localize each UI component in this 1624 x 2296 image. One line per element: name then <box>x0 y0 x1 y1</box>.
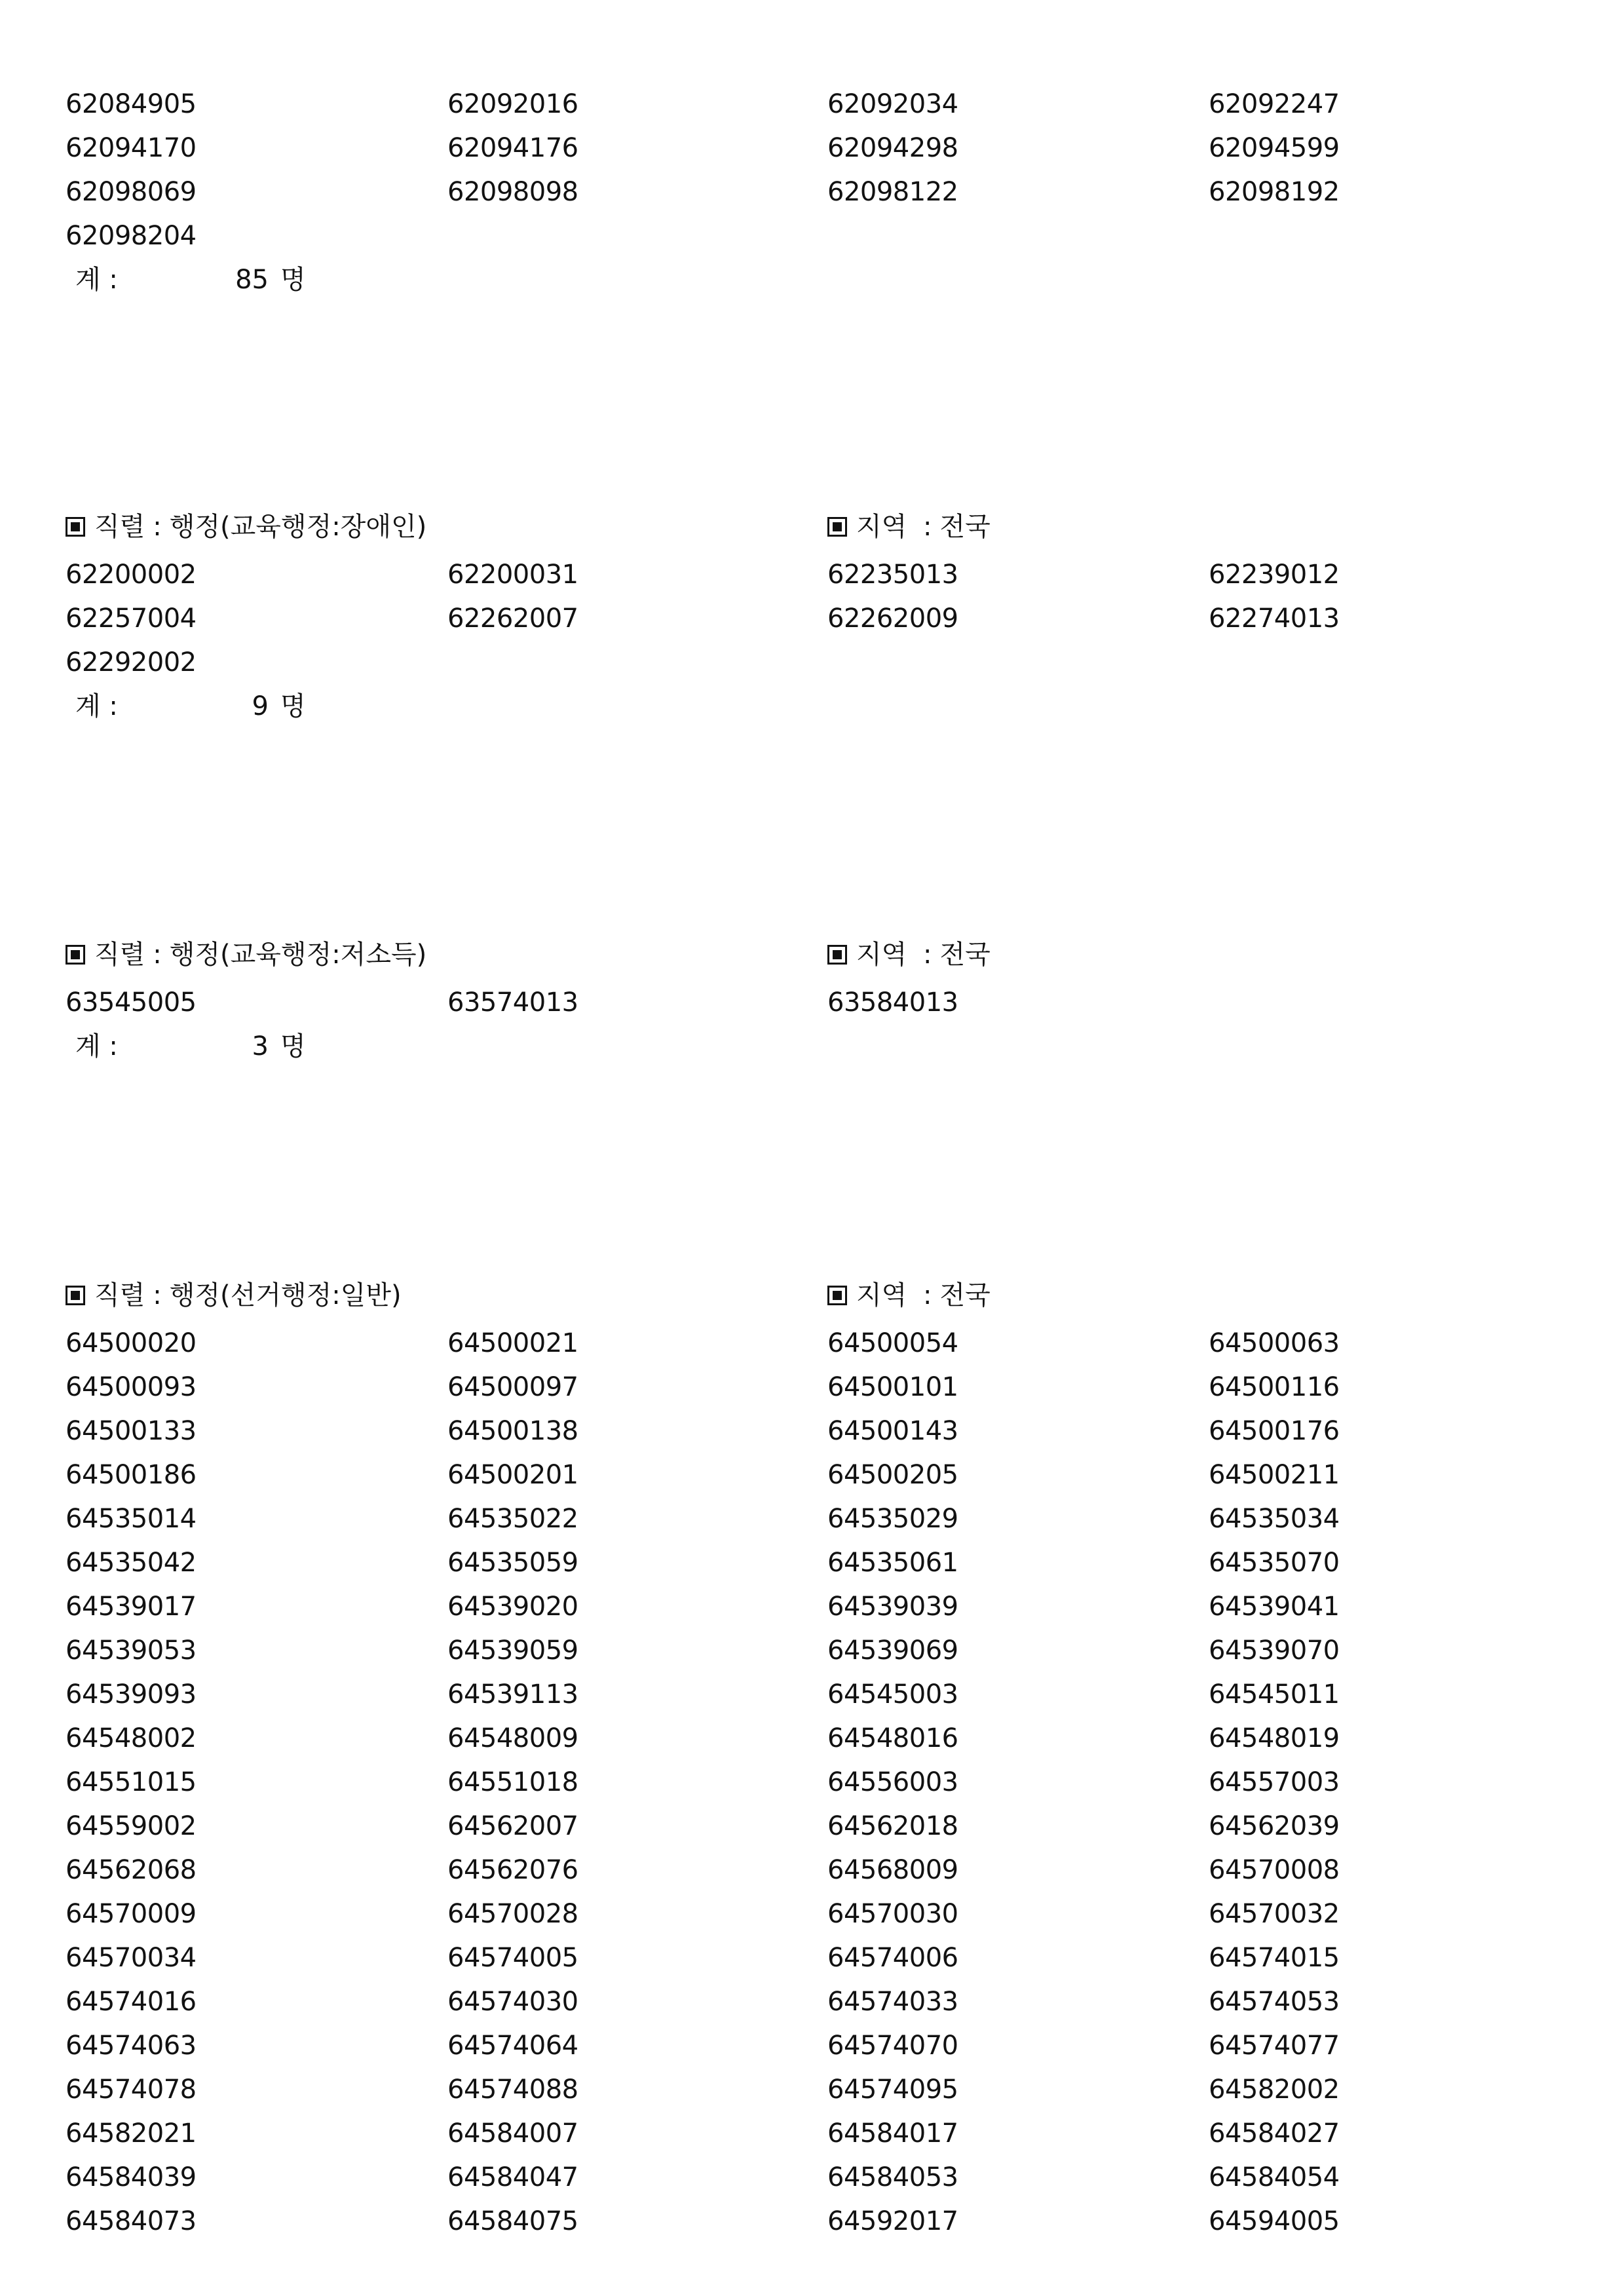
square-bullet-icon <box>827 517 847 537</box>
exam-number: 64574088 <box>447 2075 578 2105</box>
table-row <box>0 2068 1624 2112</box>
exam-number: 64500101 <box>827 1372 958 1402</box>
exam-number: 62094170 <box>66 133 197 163</box>
exam-number: 64574033 <box>827 1987 958 2017</box>
table-row <box>0 1805 1624 1848</box>
section-header <box>0 504 1624 550</box>
table-row <box>0 1322 1624 1366</box>
exam-number: 64545003 <box>827 1679 958 1710</box>
exam-number: 64500116 <box>1209 1372 1340 1402</box>
exam-number: 64582021 <box>66 2118 197 2149</box>
exam-number: 62235013 <box>827 560 958 590</box>
square-bullet-icon <box>66 945 85 965</box>
exam-number: 64551018 <box>447 1767 578 1797</box>
exam-number: 64500201 <box>447 1460 578 1490</box>
table-row <box>0 83 1624 126</box>
exam-number: 64500205 <box>827 1460 958 1490</box>
table-row <box>0 1848 1624 1892</box>
exam-number: 62257004 <box>66 603 197 634</box>
exam-number: 64539069 <box>827 1636 958 1666</box>
total-count: 9 <box>252 691 269 721</box>
category-value: 행정(교육행정:저소득) <box>169 940 427 970</box>
exam-number: 62239012 <box>1209 560 1340 590</box>
region-label: 지역 <box>856 940 907 970</box>
exam-number: 62098122 <box>827 177 958 207</box>
total-count: 85 <box>235 265 269 295</box>
total-label: 계 : <box>75 691 118 721</box>
exam-number: 64539041 <box>1209 1592 1340 1622</box>
exam-number: 64557003 <box>1209 1767 1340 1797</box>
exam-number: 64535022 <box>447 1504 578 1534</box>
category-label: 직렬 <box>94 1280 145 1311</box>
exam-number: 63545005 <box>66 987 197 1018</box>
exam-number: 64562018 <box>827 1811 958 1841</box>
exam-number: 64535070 <box>1209 1548 1340 1578</box>
exam-number: 64500176 <box>1209 1416 1340 1446</box>
square-bullet-icon <box>827 945 847 965</box>
exam-number: 64582002 <box>1209 2075 1340 2105</box>
exam-number: 64548002 <box>66 1723 197 1753</box>
category-label: 직렬 <box>94 512 145 542</box>
exam-number: 64574015 <box>1209 1943 1340 1973</box>
exam-number: 64592017 <box>827 2206 958 2236</box>
table-row <box>0 2024 1624 2068</box>
exam-number: 64500021 <box>447 1328 578 1358</box>
exam-number: 64539053 <box>66 1636 197 1666</box>
exam-number: 64574077 <box>1209 2031 1340 2061</box>
exam-number: 64539020 <box>447 1592 578 1622</box>
exam-number: 62200002 <box>66 560 197 590</box>
exam-number: 64500138 <box>447 1416 578 1446</box>
table-row <box>0 1366 1624 1409</box>
table-row <box>0 2156 1624 2200</box>
total-row <box>0 258 1624 302</box>
exam-number: 64548019 <box>1209 1723 1340 1753</box>
exam-number: 64562007 <box>447 1811 578 1841</box>
exam-number: 64500093 <box>66 1372 197 1402</box>
exam-number: 64535061 <box>827 1548 958 1578</box>
square-bullet-icon <box>827 1286 847 1305</box>
exam-number: 62098069 <box>66 177 197 207</box>
exam-number: 64568009 <box>827 1855 958 1885</box>
region-heading: 지역 : 전국 <box>827 504 991 550</box>
exam-number: 64500020 <box>66 1328 197 1358</box>
exam-number: 64584039 <box>66 2162 197 2192</box>
exam-number: 64500211 <box>1209 1460 1340 1490</box>
exam-number: 64562068 <box>66 1855 197 1885</box>
exam-number: 64584027 <box>1209 2118 1340 2149</box>
exam-number: 64539017 <box>66 1592 197 1622</box>
table-row <box>0 170 1624 214</box>
exam-number: 64574078 <box>66 2075 197 2105</box>
exam-number: 64584007 <box>447 2118 578 2149</box>
exam-number: 63584013 <box>827 987 958 1018</box>
total-label: 계 : <box>75 265 118 295</box>
exam-number: 64551015 <box>66 1767 197 1797</box>
table-row <box>0 1673 1624 1717</box>
region-heading: 지역 : 전국 <box>827 932 991 978</box>
exam-number: 64574053 <box>1209 1987 1340 2017</box>
exam-number: 64535059 <box>447 1548 578 1578</box>
square-bullet-icon <box>66 1286 85 1305</box>
exam-number: 62092034 <box>827 89 958 119</box>
exam-number: 64584053 <box>827 2162 958 2192</box>
table-row <box>0 1497 1624 1541</box>
table-row <box>0 553 1624 597</box>
exam-number: 64539070 <box>1209 1636 1340 1666</box>
exam-number: 64562076 <box>447 1855 578 1885</box>
total-row <box>0 1025 1624 1069</box>
exam-number: 64584054 <box>1209 2162 1340 2192</box>
table-row <box>0 1453 1624 1497</box>
exam-number: 64539113 <box>447 1679 578 1710</box>
total-unit: 명 <box>280 265 306 295</box>
exam-number: 62092247 <box>1209 89 1340 119</box>
total-unit: 명 <box>280 1031 306 1062</box>
exam-number: 62094599 <box>1209 133 1340 163</box>
exam-number: 64574063 <box>66 2031 197 2061</box>
category-heading: 직렬 : 행정(교육행정:저소득) <box>66 932 426 978</box>
table-row <box>0 1409 1624 1453</box>
total-label: 계 : <box>75 1031 118 1062</box>
exam-number: 62262009 <box>827 603 958 634</box>
category-value: 행정(선거행정:일반) <box>169 1280 402 1311</box>
table-row <box>0 1585 1624 1629</box>
exam-number: 64500054 <box>827 1328 958 1358</box>
exam-number: 64500133 <box>66 1416 197 1446</box>
exam-number: 62292002 <box>66 647 197 678</box>
exam-number: 64545011 <box>1209 1679 1340 1710</box>
exam-number: 64535034 <box>1209 1504 1340 1534</box>
table-row <box>0 1629 1624 1673</box>
exam-number: 64570030 <box>827 1899 958 1929</box>
exam-number: 64584073 <box>66 2206 197 2236</box>
exam-number: 64574005 <box>447 1943 578 1973</box>
exam-number: 64539059 <box>447 1636 578 1666</box>
exam-number: 64574030 <box>447 1987 578 2017</box>
exam-number: 64574070 <box>827 2031 958 2061</box>
exam-number: 64570028 <box>447 1899 578 1929</box>
table-row <box>0 1717 1624 1761</box>
exam-number: 64570009 <box>66 1899 197 1929</box>
exam-number: 62098192 <box>1209 177 1340 207</box>
region-heading: 지역 : 전국 <box>827 1272 991 1318</box>
table-row <box>0 1936 1624 1980</box>
table-row <box>0 597 1624 641</box>
exam-number: 64570008 <box>1209 1855 1340 1885</box>
square-bullet-icon <box>66 517 85 537</box>
exam-number: 62094176 <box>447 133 578 163</box>
region-value: 전국 <box>939 512 991 542</box>
exam-number: 64535042 <box>66 1548 197 1578</box>
exam-number: 64574095 <box>827 2075 958 2105</box>
region-value: 전국 <box>939 940 991 970</box>
table-row <box>0 2112 1624 2156</box>
exam-number: 64500186 <box>66 1460 197 1490</box>
exam-number: 64535014 <box>66 1504 197 1534</box>
exam-number: 64548016 <box>827 1723 958 1753</box>
exam-number: 64500097 <box>447 1372 578 1402</box>
table-row <box>0 126 1624 170</box>
exam-number: 64562039 <box>1209 1811 1340 1841</box>
table-row <box>0 2200 1624 2244</box>
category-value: 행정(교육행정:장애인) <box>169 512 427 542</box>
exam-number: 64570034 <box>66 1943 197 1973</box>
exam-number: 62274013 <box>1209 603 1340 634</box>
exam-number: 64559002 <box>66 1811 197 1841</box>
exam-number: 62092016 <box>447 89 578 119</box>
table-row <box>0 641 1624 685</box>
exam-number: 62200031 <box>447 560 578 590</box>
exam-number: 64556003 <box>827 1767 958 1797</box>
exam-number: 64584047 <box>447 2162 578 2192</box>
region-value: 전국 <box>939 1280 991 1311</box>
exam-number: 64584017 <box>827 2118 958 2149</box>
exam-number: 64548009 <box>447 1723 578 1753</box>
exam-number: 64584075 <box>447 2206 578 2236</box>
exam-number: 64570032 <box>1209 1899 1340 1929</box>
exam-number: 64539039 <box>827 1592 958 1622</box>
total-unit: 명 <box>280 691 306 721</box>
total-row <box>0 685 1624 729</box>
exam-number: 64539093 <box>66 1679 197 1710</box>
exam-number: 64500143 <box>827 1416 958 1446</box>
total-count: 3 <box>252 1031 269 1062</box>
exam-number: 64535029 <box>827 1504 958 1534</box>
category-label: 직렬 <box>94 940 145 970</box>
category-heading: 직렬 : 행정(선거행정:일반) <box>66 1272 402 1318</box>
exam-number: 62084905 <box>66 89 197 119</box>
exam-number: 62098098 <box>447 177 578 207</box>
table-row <box>0 1980 1624 2024</box>
table-row <box>0 981 1624 1025</box>
exam-number: 64594005 <box>1209 2206 1340 2236</box>
exam-number: 62262007 <box>447 603 578 634</box>
region-label: 지역 <box>856 512 907 542</box>
exam-number: 64574064 <box>447 2031 578 2061</box>
table-row <box>0 1892 1624 1936</box>
region-label: 지역 <box>856 1280 907 1311</box>
exam-number: 62094298 <box>827 133 958 163</box>
category-heading: 직렬 : 행정(교육행정:장애인) <box>66 504 426 550</box>
exam-number: 63574013 <box>447 987 578 1018</box>
table-row <box>0 214 1624 258</box>
exam-number: 64574016 <box>66 1987 197 2017</box>
table-row <box>0 1761 1624 1805</box>
section-header <box>0 932 1624 978</box>
exam-number: 62098204 <box>66 221 197 251</box>
table-row <box>0 1541 1624 1585</box>
exam-number: 64500063 <box>1209 1328 1340 1358</box>
exam-number: 64574006 <box>827 1943 958 1973</box>
section-header <box>0 1272 1624 1318</box>
